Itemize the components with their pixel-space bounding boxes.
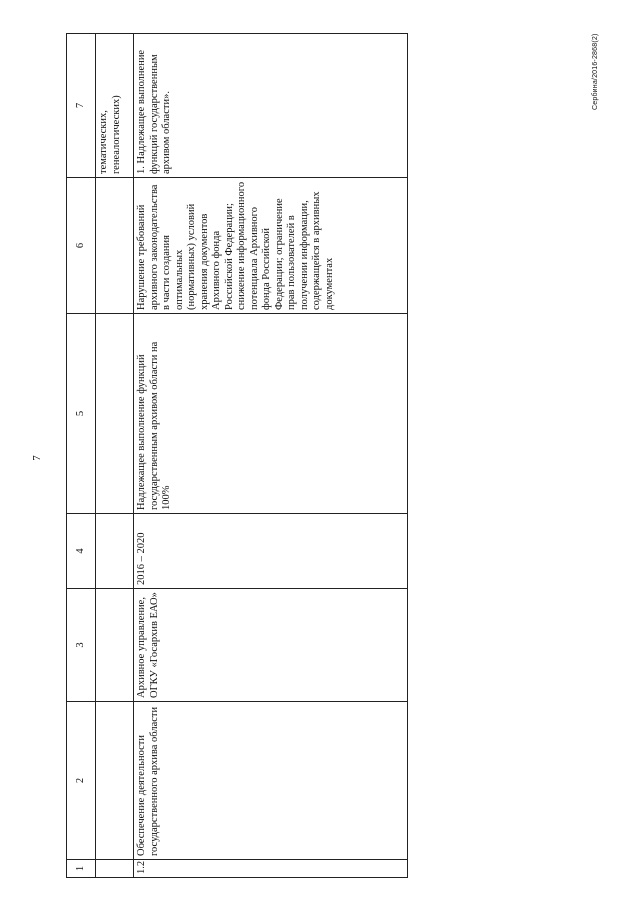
risks-cell: Нарушение требований архивного законодательства в части создания оптимальных (нормативных) условий хранения документов Архивного фонда Российской Федерации; снижение информационного потенциала Архивного фонда Российской Федерации; ограничение прав пользователей в получении информации, содержащейся в архивных документах — [134, 178, 408, 314]
result-cell: Надлежащее выполнение функций государственным архивом области на 100% — [134, 314, 408, 514]
header-col-5: 5 — [67, 314, 96, 514]
table-cell — [96, 178, 134, 314]
table-cell — [96, 860, 134, 878]
header-col-3: 3 — [67, 589, 96, 702]
table-cell — [96, 514, 134, 589]
rotated-table-wrapper — [66, 34, 408, 878]
row-number: 1.2 — [134, 860, 408, 878]
header-col-6: 6 — [67, 178, 96, 314]
term-cell: 2016 – 2020 — [134, 514, 408, 589]
header-col-7: 7 — [67, 34, 96, 178]
table-row — [134, 34, 408, 878]
table-row-continuation — [96, 34, 134, 878]
program-table — [66, 33, 408, 878]
document-stamp: Сербина/2016-2868(2) — [592, 33, 599, 110]
activity-cell: Обеспечение деятельности государственного архива области — [134, 702, 408, 860]
table-cell-indicator-continued: тематических, генеалогических) — [96, 34, 134, 178]
table-cell — [96, 314, 134, 514]
indicator-cell: 1. Надлежащее выполнение функций государственным архивом области». — [134, 34, 408, 178]
header-col-1: 1 — [67, 860, 96, 878]
table-cell — [96, 589, 134, 702]
executor-cell: Архивное управление, ОГКУ «Госархив ЕАО» — [134, 589, 408, 702]
header-col-2: 2 — [67, 702, 96, 860]
page-number: 7 — [30, 455, 43, 461]
table-cell — [96, 702, 134, 860]
header-row — [67, 34, 96, 878]
header-col-4: 4 — [67, 514, 96, 589]
